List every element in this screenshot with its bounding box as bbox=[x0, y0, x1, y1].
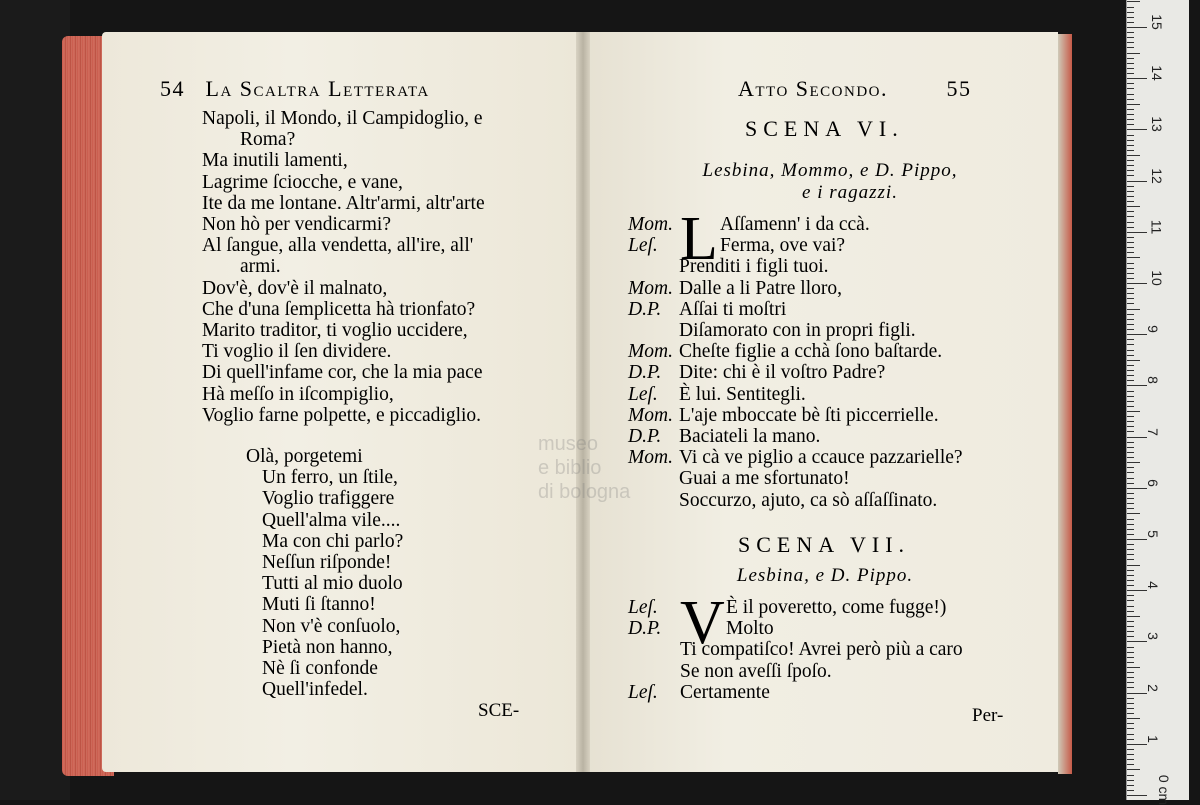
ruler-tick bbox=[1127, 196, 1134, 197]
ruler-tick bbox=[1127, 662, 1134, 663]
ruler-tick bbox=[1127, 88, 1134, 89]
ruler-tick bbox=[1127, 385, 1147, 386]
ruler-tick bbox=[1127, 447, 1134, 448]
ruler-tick bbox=[1127, 734, 1134, 735]
left-running-head: La Scaltra Letterata bbox=[205, 76, 430, 101]
scene-7-dropcap: V bbox=[680, 589, 725, 657]
ruler-tick bbox=[1127, 365, 1134, 366]
ruler-label: 5 bbox=[1144, 530, 1161, 538]
dialogue-line: Prenditi i figli tuoi. bbox=[679, 256, 829, 278]
speaker-label: D.P. bbox=[628, 362, 662, 384]
ruler-tick bbox=[1127, 641, 1147, 642]
watermark-line-3: di bologna bbox=[538, 481, 631, 503]
ruler-tick bbox=[1127, 401, 1134, 402]
ruler-tick bbox=[1127, 667, 1140, 668]
ruler-tick bbox=[1127, 257, 1140, 258]
ruler-tick bbox=[1127, 303, 1134, 304]
verse-line: Quell'alma vile.... bbox=[262, 509, 401, 531]
ruler-tick bbox=[1127, 263, 1134, 264]
ruler-tick bbox=[1127, 396, 1134, 397]
ruler-tick bbox=[1127, 247, 1134, 248]
ruler-tick bbox=[1127, 227, 1134, 228]
ruler-tick bbox=[1127, 94, 1134, 95]
ruler-tick bbox=[1127, 657, 1134, 658]
dialogue-line: Baciateli la mano. bbox=[679, 426, 821, 447]
verse-line: Ma con chi parlo? bbox=[262, 530, 404, 552]
ruler-tick bbox=[1127, 780, 1134, 781]
ruler-tick bbox=[1127, 391, 1134, 392]
right-running-head: Atto Secondo. bbox=[738, 76, 889, 101]
ruler-tick bbox=[1127, 339, 1134, 340]
ruler-tick bbox=[1127, 1, 1140, 2]
ruler-tick bbox=[1127, 585, 1134, 586]
speaker-label: Mom. bbox=[628, 404, 673, 426]
ruler-tick bbox=[1127, 78, 1147, 79]
ruler-tick bbox=[1127, 329, 1134, 330]
ruler-tick bbox=[1127, 437, 1147, 438]
dialogue-line: Se non aveſſi ſpoſo. bbox=[680, 660, 832, 682]
ruler-tick bbox=[1127, 759, 1134, 760]
ruler-tick bbox=[1127, 549, 1134, 550]
ruler-tick bbox=[1127, 739, 1134, 740]
ruler-tick bbox=[1127, 99, 1134, 100]
ruler-tick bbox=[1127, 493, 1134, 494]
verse-line: Quell'infedel. bbox=[262, 679, 368, 701]
dialogue-line: Aſſai ti moſtri bbox=[679, 298, 787, 320]
text-line: Lagrime ſciocche, e vane, bbox=[202, 171, 403, 193]
ruler-tick bbox=[1127, 488, 1147, 489]
ruler-tick bbox=[1127, 600, 1134, 601]
ruler-tick bbox=[1127, 713, 1134, 714]
ruler-label: 9 bbox=[1144, 325, 1161, 334]
ruler-tick bbox=[1127, 355, 1134, 356]
ruler-tick bbox=[1127, 498, 1134, 499]
ruler-label: 12 bbox=[1148, 167, 1165, 184]
left-page-number: 54 bbox=[160, 76, 185, 101]
ruler-tick bbox=[1127, 672, 1134, 673]
ruler-label: 15 bbox=[1148, 14, 1165, 30]
ruler-tick bbox=[1127, 457, 1134, 458]
library-watermark bbox=[538, 432, 678, 504]
ruler-tick bbox=[1127, 380, 1134, 381]
dialogue-line: Molto bbox=[726, 618, 774, 640]
speaker-label: Leſ. bbox=[628, 383, 658, 405]
ruler-tick bbox=[1127, 452, 1134, 453]
text-line: Hà meſſo in iſcompiglio, bbox=[202, 383, 394, 405]
ruler-tick bbox=[1127, 129, 1147, 130]
ruler-tick bbox=[1127, 411, 1140, 412]
ruler-tick bbox=[1127, 191, 1134, 192]
ruler-tick bbox=[1127, 201, 1134, 202]
ruler-tick bbox=[1127, 114, 1134, 115]
ruler-tick bbox=[1127, 324, 1134, 325]
ruler-tick bbox=[1127, 744, 1147, 745]
ruler-label: 6 bbox=[1144, 478, 1161, 487]
ruler-tick bbox=[1127, 293, 1134, 294]
ruler-tick bbox=[1127, 288, 1134, 289]
ruler-tick bbox=[1127, 145, 1134, 146]
ruler-tick bbox=[1127, 319, 1134, 320]
dialogue-line: L'aje mboccate bè ſti piccerrielle. bbox=[679, 404, 939, 426]
ruler-tick bbox=[1127, 544, 1134, 545]
ruler-tick bbox=[1127, 606, 1134, 607]
ruler-tick bbox=[1127, 124, 1134, 125]
speaker-label: Leſ. bbox=[628, 235, 658, 257]
ruler-tick bbox=[1127, 769, 1140, 770]
ruler-tick bbox=[1127, 268, 1134, 269]
ruler-tick bbox=[1127, 68, 1134, 69]
ruler-tick bbox=[1127, 442, 1134, 443]
text-line: Marito traditor, ti voglio uccidere, bbox=[202, 320, 468, 341]
verse-line: Neſſun riſponde! bbox=[262, 552, 392, 573]
ruler-tick bbox=[1127, 472, 1134, 473]
ruler-tick bbox=[1127, 595, 1134, 596]
left-catchword: SCE- bbox=[478, 700, 520, 721]
speaker-label: Mom. bbox=[628, 277, 673, 299]
scene-6-dropcap: L bbox=[680, 205, 718, 273]
ruler-tick bbox=[1127, 53, 1140, 54]
scene-7-title: SCENA VII. bbox=[738, 532, 911, 557]
ruler-tick bbox=[1127, 616, 1140, 617]
ruler-tick bbox=[1127, 155, 1140, 156]
ruler-label: 1 bbox=[1144, 734, 1161, 743]
scene-6-title: SCENA VI. bbox=[745, 116, 904, 141]
dialogue-line: Soccurzo, ajuto, ca sò aſſaſſinato. bbox=[679, 489, 938, 511]
text-line: armi. bbox=[240, 256, 281, 278]
speaker-label: D.P. bbox=[628, 426, 662, 447]
ruler-tick bbox=[1127, 559, 1134, 560]
ruler-tick bbox=[1127, 181, 1147, 182]
ruler-tick bbox=[1127, 785, 1134, 786]
ruler-tick bbox=[1127, 119, 1134, 120]
ruler-tick bbox=[1127, 283, 1147, 284]
ruler-tick bbox=[1127, 165, 1134, 166]
verse-line: Tutti al mio duolo bbox=[262, 573, 403, 595]
ruler-label: 13 bbox=[1148, 116, 1165, 133]
ruler-tick bbox=[1127, 652, 1134, 653]
ruler-tick bbox=[1127, 708, 1134, 709]
background bbox=[0, 0, 70, 800]
ruler-tick bbox=[1127, 626, 1134, 627]
speaker-label: Leſ. bbox=[628, 681, 658, 703]
ruler-tick bbox=[1127, 406, 1134, 407]
ruler-tick bbox=[1127, 575, 1134, 576]
verse-line: Muti ſi ſtanno! bbox=[262, 594, 376, 616]
ruler-label: 0 cm bbox=[1156, 774, 1173, 805]
verse-line: Voglio trafiggere bbox=[262, 488, 395, 510]
ruler-tick bbox=[1127, 206, 1140, 207]
ruler-label: 3 bbox=[1144, 632, 1161, 641]
ruler-tick bbox=[1127, 703, 1134, 704]
ruler-tick bbox=[1127, 222, 1134, 223]
ruler-tick bbox=[1127, 677, 1134, 678]
ruler-tick bbox=[1127, 682, 1134, 683]
book-gutter bbox=[576, 32, 590, 772]
ruler-tick bbox=[1127, 508, 1134, 509]
ruler-tick bbox=[1127, 150, 1134, 151]
ruler-tick bbox=[1127, 728, 1134, 729]
ruler-tick bbox=[1127, 467, 1134, 468]
ruler-tick bbox=[1127, 350, 1134, 351]
verse-line: Pietà non hanno, bbox=[262, 636, 393, 658]
right-catchword: Per- bbox=[972, 705, 1004, 726]
ruler-tick bbox=[1127, 636, 1134, 637]
ruler-tick bbox=[1127, 754, 1134, 755]
ruler-tick bbox=[1127, 534, 1134, 535]
scene-6-cast-line-2: e i ragazzi. bbox=[802, 182, 898, 203]
text-line: Ite da me lontane. Altr'armi, altr'arte bbox=[202, 192, 485, 214]
ruler-tick bbox=[1127, 416, 1134, 417]
dialogue-line: Aſſamenn' i da ccà. bbox=[720, 214, 870, 235]
ruler-tick bbox=[1127, 647, 1134, 648]
ruler-tick bbox=[1127, 27, 1147, 28]
ruler-tick bbox=[1127, 795, 1147, 796]
measurement-ruler bbox=[1126, 0, 1189, 805]
ruler-label: 7 bbox=[1144, 427, 1161, 436]
ruler-tick bbox=[1127, 58, 1134, 59]
text-line: Ma inutili lamenti, bbox=[202, 150, 348, 172]
ruler-label: 11 bbox=[1148, 219, 1165, 235]
watermark-line-2: e biblio bbox=[538, 457, 602, 479]
ruler-tick bbox=[1127, 42, 1134, 43]
ruler-tick bbox=[1127, 252, 1134, 253]
ruler-tick bbox=[1127, 298, 1134, 299]
text-line: Voglio farne polpette, e piccadiglio. bbox=[202, 404, 482, 426]
right-header bbox=[738, 76, 972, 102]
text-line: Non hò per vendicarmi? bbox=[202, 214, 391, 235]
ruler-tick bbox=[1127, 718, 1140, 719]
ruler-label: 4 bbox=[1144, 581, 1161, 590]
text-line: Ti voglio il ſen dividere. bbox=[202, 341, 392, 363]
text-line: Dov'è, dov'è il malnato, bbox=[202, 277, 388, 299]
text-line: Al ſangue, alla vendetta, all'ire, all' bbox=[202, 235, 474, 257]
ruler-tick bbox=[1127, 580, 1134, 581]
verse-line: Non v'è conſuolo, bbox=[262, 615, 401, 637]
ruler-tick bbox=[1127, 334, 1147, 335]
ruler-tick bbox=[1127, 565, 1140, 566]
speaker-label: Mom. bbox=[628, 341, 673, 363]
ruler-label: 2 bbox=[1144, 683, 1161, 692]
ruler-tick bbox=[1127, 22, 1134, 23]
ruler-tick bbox=[1127, 83, 1134, 84]
ruler-tick bbox=[1127, 273, 1134, 274]
right-page-number: 55 bbox=[946, 76, 972, 101]
ruler-tick bbox=[1127, 32, 1134, 33]
ruler-tick bbox=[1127, 503, 1134, 504]
ruler-tick bbox=[1127, 370, 1134, 371]
ruler-tick bbox=[1127, 140, 1134, 141]
scene-7-cast: Lesbina, e D. Pippo. bbox=[736, 565, 914, 586]
ruler-label: 10 bbox=[1148, 270, 1165, 286]
ruler-tick bbox=[1127, 631, 1134, 632]
ruler-tick bbox=[1127, 170, 1134, 171]
ruler-tick bbox=[1127, 687, 1134, 688]
ruler-tick bbox=[1127, 12, 1134, 13]
ruler-tick bbox=[1127, 621, 1134, 622]
ruler-tick bbox=[1127, 37, 1134, 38]
ruler-tick bbox=[1127, 529, 1134, 530]
text-line: Che d'una ſemplicetta hà trionfato? bbox=[202, 298, 476, 320]
ruler-tick bbox=[1127, 723, 1134, 724]
ruler-tick bbox=[1127, 421, 1134, 422]
dialogue-line: È lui. Sentitegli. bbox=[679, 383, 806, 405]
ruler-tick bbox=[1127, 790, 1134, 791]
scene-6-cast bbox=[640, 160, 1020, 204]
ruler-tick bbox=[1127, 431, 1134, 432]
ruler-tick bbox=[1127, 519, 1134, 520]
ruler-tick bbox=[1127, 611, 1134, 612]
dialogue-line: Dite: chi è il voſtro Padre? bbox=[679, 362, 886, 384]
text-line: Napoli, il Mondo, il Campidoglio, e bbox=[202, 108, 483, 129]
dialogue-line: Dalle a li Patre lloro, bbox=[679, 277, 842, 299]
speaker-label: D.P. bbox=[628, 298, 662, 320]
ruler-tick bbox=[1127, 344, 1134, 345]
page-edges-right bbox=[1058, 34, 1072, 774]
ruler-tick bbox=[1127, 314, 1134, 315]
speaker-label: D.P. bbox=[628, 618, 662, 640]
ruler-tick bbox=[1127, 211, 1134, 212]
dialogue-line: È il poveretto, come fugge!) bbox=[726, 597, 947, 618]
ruler-tick bbox=[1127, 360, 1140, 361]
text-line: Di quell'infame cor, che la mia pace bbox=[202, 362, 483, 384]
scene-6-cast-line-1: Lesbina, Mommo, e D. Pippo, bbox=[702, 160, 958, 181]
ruler-tick bbox=[1127, 186, 1134, 187]
ruler-tick bbox=[1127, 7, 1134, 8]
dialogue-line: Guai a me sfortunato! bbox=[679, 468, 850, 490]
ruler-tick bbox=[1127, 478, 1134, 479]
verse-line: Nè ſi confonde bbox=[262, 658, 378, 679]
dialogue-line: Ferma, ove vai? bbox=[720, 235, 846, 257]
ruler-tick bbox=[1127, 524, 1134, 525]
watermark-line-1: museo bbox=[538, 433, 599, 455]
ruler-tick bbox=[1127, 109, 1134, 110]
ruler-tick bbox=[1127, 775, 1134, 776]
ruler-tick bbox=[1127, 698, 1134, 699]
speaker-label: Leſ. bbox=[628, 597, 658, 618]
ruler-tick bbox=[1127, 426, 1134, 427]
verse-line: Olà, porgetemi bbox=[246, 446, 363, 467]
ruler-tick bbox=[1127, 483, 1134, 484]
ruler-tick bbox=[1127, 160, 1134, 161]
dialogue-line: Ti compatiſco! Avrei però più a caro bbox=[680, 639, 963, 661]
verse-line: Un ferro, un ſtile, bbox=[262, 467, 398, 489]
left-header bbox=[160, 76, 430, 102]
ruler-tick bbox=[1127, 554, 1134, 555]
ruler-tick bbox=[1127, 590, 1147, 591]
ruler-tick bbox=[1127, 242, 1134, 243]
ruler-label: 8 bbox=[1144, 376, 1161, 385]
ruler-tick bbox=[1127, 570, 1134, 571]
ruler-tick bbox=[1127, 749, 1134, 750]
ruler-tick bbox=[1127, 135, 1134, 136]
speaker-label: Mom. bbox=[628, 447, 673, 469]
ruler-tick bbox=[1127, 232, 1147, 233]
ruler-tick bbox=[1127, 216, 1134, 217]
text-line: Roma? bbox=[240, 129, 296, 151]
ruler-tick bbox=[1127, 237, 1134, 238]
ruler-tick bbox=[1127, 63, 1134, 64]
dialogue-line: Vi cà ve piglio a ccauce pazzarielle? bbox=[679, 447, 963, 469]
ruler-tick bbox=[1127, 462, 1140, 463]
ruler-tick bbox=[1127, 278, 1134, 279]
ruler-tick bbox=[1127, 175, 1134, 176]
speaker-label: Mom. bbox=[628, 214, 673, 235]
ruler-tick bbox=[1127, 539, 1147, 540]
ruler-tick bbox=[1127, 513, 1140, 514]
dialogue-line: Cheſte figlie a cchà ſono baſtarde. bbox=[679, 341, 943, 363]
dialogue-line: Certamente bbox=[680, 681, 770, 703]
ruler-tick bbox=[1127, 375, 1134, 376]
ruler-tick bbox=[1127, 17, 1134, 18]
ruler-tick bbox=[1127, 309, 1140, 310]
ruler-tick bbox=[1127, 73, 1134, 74]
ruler-tick bbox=[1127, 104, 1140, 105]
ruler-tick bbox=[1127, 47, 1134, 48]
ruler-label: 14 bbox=[1148, 65, 1165, 81]
ruler-tick bbox=[1127, 693, 1147, 694]
ruler-tick bbox=[1127, 764, 1134, 765]
dialogue-line: Diſamorato con in propri figli. bbox=[679, 320, 916, 341]
